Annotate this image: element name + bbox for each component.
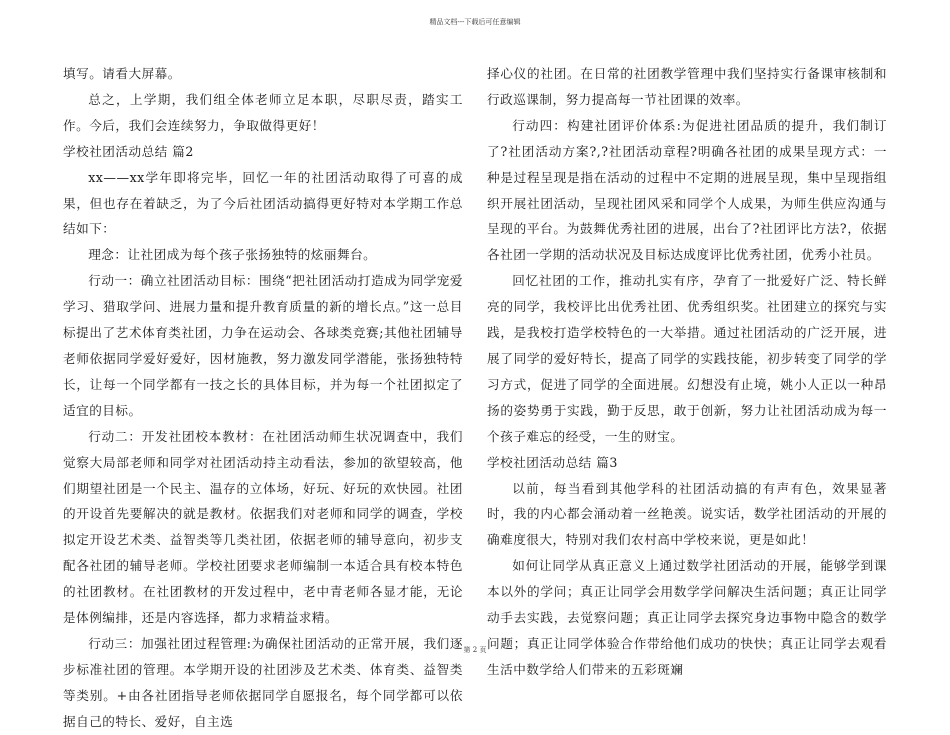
- paragraph: 理念：让社团成为每个孩子张扬独特的炫丽舞台。: [88, 247, 377, 263]
- paragraph: 填写。请看大屏幕。: [63, 66, 181, 81]
- paragraph: 行动四：构建社团评价体系:为促进社团品质的提升，我们制订了?社团活动方案?,?社团活动章程?明确各社团的成果呈现方式：一种是过程呈现是指在活动的过程中不定期的进展呈现，集中呈现指组织开展社团活动，呈现社团风采和同学个人成果，为师生供应沟通与呈现的平台。为鼓舞优秀社团的进展，出台了?社团评比方法?，依据各社团一学期的活动状况及目标达成度评比优秀社团，优秀小社员。: [487, 117, 887, 263]
- paragraph: 行动二：开发社团校本教材：在社团活动师生状况调查中，我们觉察大局部老师和同学对社团活动持主动看法，参加的欲望较高，他们期望社团是一个民主、温存的立体场，好玩、好玩的欢快园。社团的开设首先要解决的就是教材。依据我们对老师和同学的调查，学校拟定开设艺术类、益智类等几类社团，依据老师的辅导意向，初步支配各社团的辅导老师。学校社团要求老师编制一本适合具有校本特色的社团教材。在社团教材的开发过程中，老中青老师各显才能，无论是体例编排，还是内容选择，都力求精益求精。: [63, 428, 463, 626]
- paragraph: 如何让同学从真正意义上通过数学社团活动的开展，能够学到课本以外的学问；真正让同学会用数学学问解决生活问题；真正让同学动手去实践，去觉察问题；真正让同学去探究身边事物中隐含的数学问题；真正让同学体验合作带给他们成功的快快；真正让同学去观看生活中数学给人们带来的五彩斑斓: [487, 558, 887, 677]
- paragraph: 行动三：加强社团过程管理:为确保社团活动的正常开展，我们逐步标准社团的管理。本学期开设的社团涉及艺术类、体育类、益智类等类别。+由各社团指导老师依据同学自愿报名，每个同学都可以依据自己的特长、爱好，自主选: [63, 635, 463, 729]
- section-heading: 学校社团活动总结 篇2: [63, 143, 194, 159]
- paragraph: xx——xx学年即将完毕，回忆一年的社团活动取得了可喜的成果，但也存在着缺乏，为了今后社团活动搞得更好特对本学期工作总结如下：: [63, 169, 463, 237]
- paragraph: 择心仪的社团。在日常的社团教学管理中我们坚持实行备课审核制和行政巡课制，努力提高每一节社团课的效率。: [487, 66, 887, 107]
- paragraph: 行动一：确立社团活动目标：围绕“把社团活动打造成为同学宠爱学习、猎取学问、进展力量和提升教育质量的新的增长点。”这一总目标提出了艺术体育类社团，力争在运动会、各球类竞赛;其他社团辅导老师依据同学爱好爱好，因材施教，努力激发同学潜能，张扬独特特长，让每一个同学都有一技之长的具体目标，并为每一个社团拟定了适宜的目标。: [63, 273, 463, 418]
- page-header: 精品文档---下载后可任意编辑: [429, 18, 521, 26]
- page-footer: 第 2 页: [463, 646, 487, 654]
- left-column: [63, 61, 463, 735]
- paragraph: 总之，上学期，我们组全体老师立足本职，尽职尽责，踏实工作。今后，我们会连续努力，争取做得更好！: [63, 91, 463, 133]
- section-heading: 学校社团活动总结 篇3: [487, 454, 618, 470]
- paragraph: 回忆社团的工作，推动扎实有序，孕育了一批爱好广泛、特长鲜亮的同学，我校评比出优秀社团、优秀组织奖。社团建立的探究与实践，是我校打造学校特色的一大举措。通过社团活动的广泛开展，进展了同学的爱好特长，提高了同学的实践技能，初步转变了同学的学习方式，促进了同学的全面进展。幻想没有止境，姚小人正以一种昂扬的姿势勇于实践，勤于反思，敢于创新，努力让社团活动成为每一个孩子难忘的经受，一生的财宝。: [487, 273, 887, 444]
- paragraph: 以前，每当看到其他学科的社团活动搞的有声有色，效果显著时，我的内心都会涌动着一丝艳羡。说实话，数学社团活动的开展的确难度很大，特别对我们农村高中学校来说，更是如此！: [487, 480, 887, 548]
- right-column: [487, 61, 887, 683]
